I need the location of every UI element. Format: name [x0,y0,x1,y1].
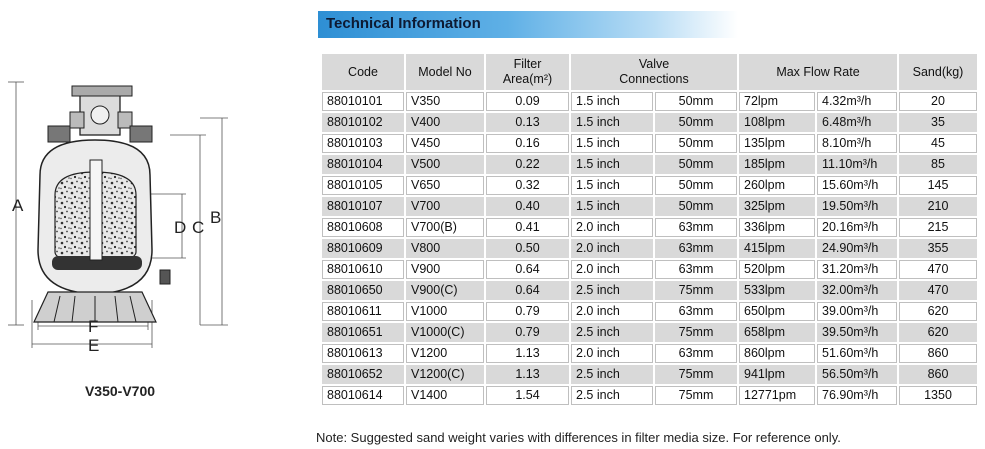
cell-sand: 860 [899,365,977,384]
cell-code: 88010101 [322,92,404,111]
cell-flow-lpm: 415lpm [739,239,815,258]
cell-valve-inch: 1.5 inch [571,92,653,111]
dimension-label-a: A [12,196,24,215]
cell-sand: 35 [899,113,977,132]
cell-flow-lpm: 12771pm [739,386,815,405]
cell-flow-m3h: 51.60m³/h [817,344,897,363]
cell-valve-mm: 75mm [655,386,737,405]
cell-flow-m3h: 8.10m³/h [817,134,897,153]
cell-model: V700(B) [406,218,484,237]
cell-flow-m3h: 4.32m³/h [817,92,897,111]
cell-valve-inch: 2.5 inch [571,281,653,300]
cell-flow-m3h: 39.00m³/h [817,302,897,321]
cell-flow-lpm: 135lpm [739,134,815,153]
cell-flow-m3h: 76.90m³/h [817,386,897,405]
table-row [322,344,977,363]
table-body [322,92,977,405]
cell-model: V900 [406,260,484,279]
table-row [322,113,977,132]
cell-valve-inch: 2.0 inch [571,302,653,321]
cell-code: 88010611 [322,302,404,321]
cell-filter-area: 1.54 [486,386,569,405]
cell-filter-area: 0.16 [486,134,569,153]
cell-filter-area: 0.64 [486,281,569,300]
cell-flow-m3h: 19.50m³/h [817,197,897,216]
cell-model: V450 [406,134,484,153]
table-row [322,155,977,174]
cell-valve-mm: 75mm [655,281,737,300]
cell-code: 88010609 [322,239,404,258]
footnote: Note: Suggested sand weight varies with differences in filter media size. For reference only. [316,430,841,445]
cell-code: 88010613 [322,344,404,363]
cell-flow-m3h: 39.50m³/h [817,323,897,342]
cell-flow-lpm: 72lpm [739,92,815,111]
col-valve-line2: Connections [619,72,689,86]
cell-valve-mm: 50mm [655,197,737,216]
cell-flow-m3h: 32.00m³/h [817,281,897,300]
cell-flow-m3h: 15.60m³/h [817,176,897,195]
cell-sand: 20 [899,92,977,111]
table-row [322,260,977,279]
diagram-caption: V350-V700 [84,383,156,399]
col-sand: Sand(kg) [899,54,977,90]
cell-sand: 470 [899,281,977,300]
col-code: Code [322,54,404,90]
cell-flow-m3h: 31.20m³/h [817,260,897,279]
cell-filter-area: 0.13 [486,113,569,132]
dimension-label-e: E [88,336,100,355]
cell-flow-lpm: 860lpm [739,344,815,363]
cell-valve-inch: 1.5 inch [571,176,653,195]
col-max-flow-rate: Max Flow Rate [739,54,897,90]
table-row [322,218,977,237]
table-row [322,365,977,384]
cell-sand: 355 [899,239,977,258]
table-row [322,176,977,195]
table-header-row [322,54,977,90]
cell-valve-mm: 50mm [655,134,737,153]
cell-valve-mm: 75mm [655,323,737,342]
cell-flow-m3h: 11.10m³/h [817,155,897,174]
cell-sand: 620 [899,323,977,342]
cell-valve-mm: 50mm [655,113,737,132]
cell-valve-mm: 50mm [655,92,737,111]
cell-flow-lpm: 325lpm [739,197,815,216]
cell-valve-mm: 63mm [655,260,737,279]
cell-valve-mm: 75mm [655,365,737,384]
cell-model: V1400 [406,386,484,405]
cell-valve-inch: 2.0 inch [571,260,653,279]
cell-model: V900(C) [406,281,484,300]
cell-filter-area: 0.09 [486,92,569,111]
cell-valve-mm: 63mm [655,239,737,258]
cell-valve-inch: 2.0 inch [571,239,653,258]
cell-flow-lpm: 520lpm [739,260,815,279]
cell-valve-mm: 50mm [655,155,737,174]
cell-model: V1200(C) [406,365,484,384]
cell-flow-lpm: 108lpm [739,113,815,132]
dimension-label-d: D [174,218,187,237]
cell-valve-mm: 63mm [655,344,737,363]
cell-filter-area: 0.32 [486,176,569,195]
cell-flow-m3h: 20.16m³/h [817,218,897,237]
cell-model: V350 [406,92,484,111]
cell-filter-area: 0.40 [486,197,569,216]
cell-model: V400 [406,113,484,132]
dimension-label-f: F [88,317,99,336]
cell-code: 88010102 [322,113,404,132]
cell-flow-lpm: 185lpm [739,155,815,174]
cell-filter-area: 0.79 [486,323,569,342]
technical-spec-table [320,52,979,407]
cell-model: V700 [406,197,484,216]
cell-valve-inch: 1.5 inch [571,113,653,132]
cell-flow-lpm: 260lpm [739,176,815,195]
cell-code: 88010105 [322,176,404,195]
cell-valve-inch: 2.5 inch [571,365,653,384]
cell-flow-lpm: 533lpm [739,281,815,300]
cell-flow-m3h: 24.90m³/h [817,239,897,258]
cell-flow-m3h: 56.50m³/h [817,365,897,384]
cell-valve-inch: 1.5 inch [571,155,653,174]
cell-model: V800 [406,239,484,258]
cell-valve-inch: 2.0 inch [571,344,653,363]
table-row [322,239,977,258]
cell-code: 88010614 [322,386,404,405]
cell-model: V1200 [406,344,484,363]
cell-filter-area: 0.64 [486,260,569,279]
cell-valve-mm: 63mm [655,302,737,321]
cell-filter-area: 0.22 [486,155,569,174]
cell-flow-lpm: 941lpm [739,365,815,384]
cell-sand: 45 [899,134,977,153]
cell-filter-area: 1.13 [486,344,569,363]
cell-flow-lpm: 336lpm [739,218,815,237]
cell-valve-inch: 2.5 inch [571,323,653,342]
cell-filter-area: 0.79 [486,302,569,321]
cell-sand: 215 [899,218,977,237]
table-row [322,92,977,111]
col-valve-line1: Valve [638,57,670,71]
table-row [322,386,977,405]
table-row [322,302,977,321]
cell-flow-m3h: 6.48m³/h [817,113,897,132]
cell-model: V650 [406,176,484,195]
table-row [322,281,977,300]
cell-filter-area: 0.41 [486,218,569,237]
cell-code: 88010103 [322,134,404,153]
cell-model: V1000 [406,302,484,321]
cell-sand: 145 [899,176,977,195]
cell-valve-inch: 2.0 inch [571,218,653,237]
cell-code: 88010104 [322,155,404,174]
section-title: Technical Information [326,15,481,32]
cell-valve-inch: 1.5 inch [571,134,653,153]
cell-sand: 85 [899,155,977,174]
cell-sand: 620 [899,302,977,321]
cell-valve-mm: 63mm [655,218,737,237]
col-valve-connections [571,54,737,90]
cell-sand: 470 [899,260,977,279]
cell-valve-inch: 1.5 inch [571,197,653,216]
cell-code: 88010652 [322,365,404,384]
cell-filter-area: 1.13 [486,365,569,384]
cell-code: 88010608 [322,218,404,237]
cell-sand: 1350 [899,386,977,405]
cell-flow-lpm: 658lpm [739,323,815,342]
cell-valve-mm: 50mm [655,176,737,195]
cell-code: 88010650 [322,281,404,300]
cell-code: 88010610 [322,260,404,279]
cell-sand: 860 [899,344,977,363]
col-filter-area [486,54,569,90]
cell-code: 88010107 [322,197,404,216]
section-header [318,11,738,38]
sand-filter-diagram [0,0,300,449]
table-row [322,323,977,342]
cell-flow-lpm: 650lpm [739,302,815,321]
col-filter-area-line1: Filter [513,57,542,71]
cell-model: V500 [406,155,484,174]
dimension-label-c: C [192,218,205,237]
cell-valve-inch: 2.5 inch [571,386,653,405]
dimension-label-b: B [210,208,222,227]
col-filter-area-line2: Area(m²) [502,72,553,86]
table-row [322,134,977,153]
cell-filter-area: 0.50 [486,239,569,258]
cell-model: V1000(C) [406,323,484,342]
cell-sand: 210 [899,197,977,216]
cell-code: 88010651 [322,323,404,342]
col-model: Model No [406,54,484,90]
table-row [322,197,977,216]
